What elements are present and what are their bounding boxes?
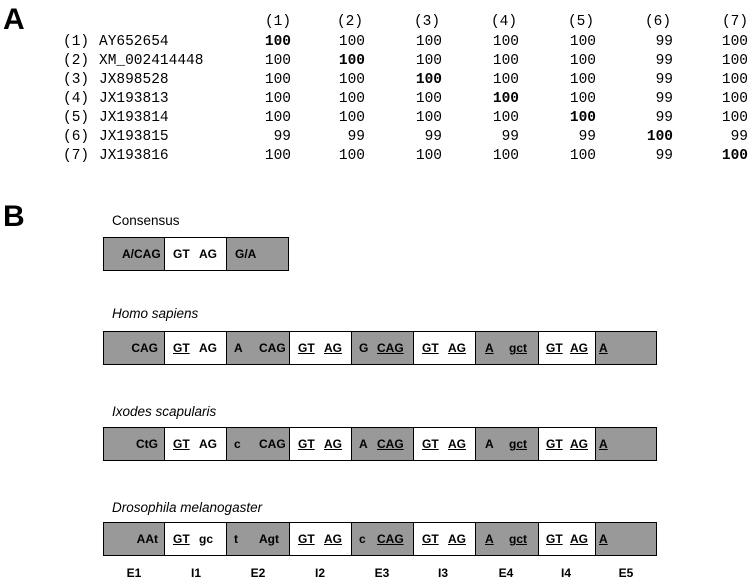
intron-i1: GT AG (164, 427, 227, 461)
segment-label: E3 (374, 566, 390, 580)
intron-i4: GT AG (538, 331, 596, 365)
table-row (0, 91, 751, 109)
row-index: (3) (63, 72, 90, 88)
table-cell: 100 (569, 34, 596, 50)
segment-label: E4 (498, 566, 514, 580)
table-row (0, 129, 751, 147)
segment-label: I1 (190, 566, 201, 580)
table-cell: 100 (415, 110, 442, 126)
row-accession: JX193816 (99, 148, 169, 164)
table-cell: 100 (721, 34, 748, 50)
exon-e2: A CAG (226, 331, 290, 365)
column-header: (6) (644, 14, 672, 30)
segment-label: E5 (618, 566, 634, 580)
table-cell: 100 (338, 34, 365, 50)
exon-e3: G CAG (351, 331, 414, 365)
table-cell: 100 (415, 53, 442, 69)
table-cell: 99 (655, 34, 673, 50)
row-index: (4) (63, 91, 90, 107)
exon-e5: A (595, 427, 657, 461)
table-cell: 100 (338, 110, 365, 126)
table-cell: 100 (721, 110, 748, 126)
row-index: (7) (63, 148, 90, 164)
exon-e2: c CAG (226, 427, 290, 461)
row-index: (6) (63, 129, 90, 145)
segment-label: I4 (560, 566, 571, 580)
gene-structure-track (103, 427, 657, 461)
consensus-track (103, 237, 289, 271)
table-cell: 100 (264, 53, 291, 69)
consensus-title: Consensus (112, 213, 180, 228)
table-cell: 100 (569, 148, 596, 164)
segment-label: E1 (126, 566, 142, 580)
table-cell: 100 (721, 148, 748, 164)
column-header: (1) (264, 14, 292, 30)
intron-i2: GT AG (289, 331, 352, 365)
intron-i1: GT AG (164, 331, 227, 365)
row-accession: JX193813 (99, 91, 169, 107)
exon-e1: AAt (103, 522, 165, 556)
table-cell: 100 (492, 53, 519, 69)
table-cell: 99 (655, 72, 673, 88)
table-row (0, 53, 751, 71)
gene-structure-track (103, 331, 657, 365)
table-cell: 99 (347, 129, 365, 145)
intron-i2: GT AG (289, 522, 352, 556)
table-cell: 100 (415, 148, 442, 164)
exon-e4: A gct (475, 522, 539, 556)
table-cell: 100 (492, 91, 519, 107)
intron-i4: GT AG (538, 427, 596, 461)
table-row (0, 148, 751, 166)
row-index: (5) (63, 110, 90, 126)
table-cell: 100 (721, 72, 748, 88)
table-cell: 100 (415, 72, 442, 88)
table-cell: 100 (338, 72, 365, 88)
table-cell: 100 (569, 72, 596, 88)
intron-i2: GT AG (289, 427, 352, 461)
species-title: Drosophila melanogaster (112, 500, 263, 515)
table-cell: 100 (569, 110, 596, 126)
table-cell: 99 (273, 129, 291, 145)
table-cell: 100 (338, 91, 365, 107)
table-cell: 100 (338, 53, 365, 69)
species-title: Homo sapiens (112, 306, 199, 321)
column-header: (5) (567, 14, 595, 30)
table-cell: 100 (569, 53, 596, 69)
panel-a-label: A (3, 3, 25, 36)
table-cell: 99 (655, 148, 673, 164)
exon-e1: CAG (103, 331, 165, 365)
row-accession: JX193814 (99, 110, 169, 126)
table-cell: 100 (492, 72, 519, 88)
exon-e5: A (595, 522, 657, 556)
table-row (0, 72, 751, 90)
table-cell: 100 (569, 91, 596, 107)
exon-e4: A gct (475, 427, 539, 461)
intron-i1: GT gc (164, 522, 227, 556)
exon-e5: A (595, 331, 657, 365)
table-cell: 100 (492, 110, 519, 126)
row-accession: JX193815 (99, 129, 169, 145)
exon-e4: A gct (475, 331, 539, 365)
exon-e2: t Agt (226, 522, 290, 556)
segment-label: E2 (250, 566, 266, 580)
table-cell: 100 (264, 91, 291, 107)
table-cell: 99 (730, 129, 748, 145)
table-cell: 100 (492, 148, 519, 164)
row-index: (1) (63, 34, 90, 50)
column-header: (3) (413, 14, 441, 30)
row-index: (2) (63, 53, 90, 69)
table-cell: 100 (492, 34, 519, 50)
table-cell: 99 (655, 91, 673, 107)
exon-e3: c CAG (351, 522, 414, 556)
row-accession: XM_002414448 (99, 53, 204, 69)
consensus-intron: GT AG (164, 237, 227, 271)
table-cell: 100 (264, 34, 291, 50)
segment-label: I2 (314, 566, 325, 580)
intron-i3: GT AG (413, 522, 476, 556)
table-cell: 99 (424, 129, 442, 145)
table-cell: 100 (721, 53, 748, 69)
gene-structure-track (103, 522, 657, 556)
exon-e1: CtG (103, 427, 165, 461)
row-accession: JX898528 (99, 72, 169, 88)
table-cell: 99 (578, 129, 596, 145)
consensus-exon-right: G/A (226, 237, 289, 271)
column-header: (2) (336, 14, 364, 30)
table-cell: 100 (721, 91, 748, 107)
column-header: (7) (721, 14, 749, 30)
exon-e3: A CAG (351, 427, 414, 461)
panel-b-label: B (3, 200, 25, 233)
table-cell: 100 (264, 72, 291, 88)
table-cell: 99 (655, 110, 673, 126)
table-cell: 100 (264, 110, 291, 126)
column-header: (4) (490, 14, 518, 30)
table-row (0, 110, 751, 128)
row-accession: AY652654 (99, 34, 169, 50)
segment-label: I3 (437, 566, 448, 580)
species-title: Ixodes scapularis (112, 404, 217, 419)
intron-i3: GT AG (413, 427, 476, 461)
intron-i3: GT AG (413, 331, 476, 365)
consensus-exon-left: A/CAG (103, 237, 165, 271)
table-cell: 100 (646, 129, 673, 145)
table-cell: 100 (415, 34, 442, 50)
table-row (0, 34, 751, 52)
intron-i4: GT AG (538, 522, 596, 556)
table-cell: 100 (415, 91, 442, 107)
table-cell: 100 (338, 148, 365, 164)
table-cell: 100 (264, 148, 291, 164)
table-cell: 99 (501, 129, 519, 145)
table-cell: 99 (655, 53, 673, 69)
